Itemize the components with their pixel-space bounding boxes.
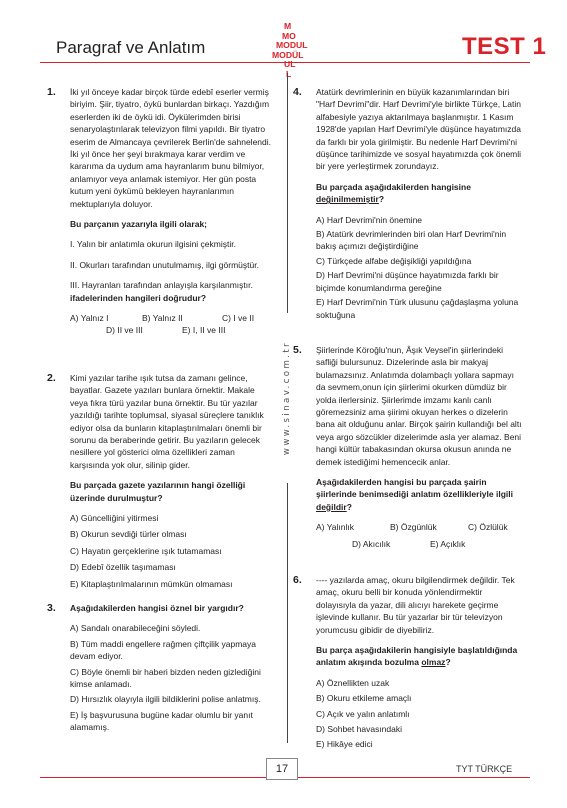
question-6 xyxy=(293,574,522,751)
prompt-mark: ? xyxy=(346,501,352,512)
option-e[interactable]: E) Açıklık xyxy=(430,538,466,549)
text-line: Bir tiyatro eserim de Almancaya çevrilerek Berlin'de sahnelendi. İki yıl önce her şeyi bırakmaya xyxy=(70,124,272,160)
option-d[interactable]: D) Sohbet havasındaki xyxy=(316,724,402,735)
logo-line: MO xyxy=(282,30,296,41)
option-c[interactable]: C) Böyle önemli bir haberi bizden neden gizlediğini kimse anlamadı. xyxy=(70,666,261,690)
option-d[interactable]: D) Akıcılık xyxy=(352,538,391,549)
logo-line: M xyxy=(284,21,292,31)
question-stem: Bu parçanın yazarıyla ilgili olarak; xyxy=(70,219,207,230)
option-d[interactable]: D) Hırsızlık olayıyla ilgili bildiklerini polise anlatmış. xyxy=(70,694,261,705)
logo-line: MODUL xyxy=(276,40,308,51)
question-text: Kimi yazılar tarihe ışık tutsa da zamanı gelince, bayatlar. Gazete yazıları bunlara örnektir. Makale veya fıkra türü yazılar buna örnektir. Bu tür yazılar yazıldığı tarihte toplumsal, siyasal süreçlere tanıklık ediyor olsa da bunların kitaplaştırılmaları önemli bir sorunu da beraberinde getirir. Bu yazıların gelecek nesillere yol gösterici olma özellikleri zaman karşısında yok olur, silinip gider. xyxy=(70,373,264,470)
option-b[interactable]: B) Okuru etkileme amaçlı xyxy=(316,693,412,704)
option-e[interactable]: E) Kitaplaştırılmalarının mümkün olmaması xyxy=(70,578,233,589)
question-prompt xyxy=(316,181,522,206)
option-e[interactable]: E) İş başvurusuna bugüne kadar olumlu bir yanıt alamamış. xyxy=(70,709,253,733)
option-c[interactable]: C) I ve II xyxy=(222,313,255,324)
question-2 xyxy=(47,372,272,590)
option-d[interactable]: D) II ve III xyxy=(106,325,143,336)
logo-line: MODÜL xyxy=(272,49,304,60)
question-text: Atatürk devrimlerinin en büyük kazanımlarından biri "Harf Devrimi"dir. Harf Devrimi'yle birlikte Türkçe, Latin alfabesiyle yazıya aktarılmaya başlanmıştır. 1 Kasım 1928'de yapılan Harf Devrimi'yle düşünce hayatımızda da farklı bir yola girilmiştir. Bu nedenle Harf Devrimi'ni düşünce tarihimizde ve sosyal hayatımızda çok önemli bir yere yerleştirmek zorundayız. xyxy=(316,87,522,172)
logo-line: L xyxy=(286,68,292,79)
text-line: karar verdim ve kararıma da uydum ama hayranlarım bunu bilmiyor, anlamıyor veya anlamak istemiyor. xyxy=(70,149,265,184)
test-label: TEST 1 xyxy=(462,33,547,60)
option-b[interactable]: B) Tüm maddi engellere rağmen çiftçilik yapmaya devam ediyor. xyxy=(70,638,256,662)
statement-2: II. Okurları tarafından unutulmamış, ilgi görmüştür. xyxy=(70,259,259,270)
option-a[interactable]: A) Yalnız I xyxy=(70,313,109,324)
option-b[interactable]: B) Okurun sevdiği türler olması xyxy=(70,529,187,540)
option-e[interactable]: E) Hikâye edici xyxy=(316,739,373,750)
question-text: ---- yazılarda amaç, okuru bilgilendirmek değildir. Tek amaç, okuru belli bir konuda yönlendirmektir dolayısıyla da yazar, dili alıcıyı harekete geçirme işlevinde kullanır. Bu tür yazarlar bir tür televizyon yorumcusu gibidir de diyebiliriz. xyxy=(316,575,515,635)
prompt-text: Bu parça aşağıdakilerin hangisiyle başlatıldığında anlatım akışında bozulma xyxy=(316,645,518,668)
prompt-mark: ? xyxy=(378,194,385,205)
question-prompt xyxy=(316,644,522,669)
logo-line: UL xyxy=(284,59,296,70)
question-prompt: ifadelerinden hangileri doğrudur? xyxy=(70,292,207,303)
text-line: Her gün posta kutum yeni öykümü bekleyen hayranlarımın mektuplarıyla doluyor. xyxy=(70,173,257,209)
question-1 xyxy=(47,86,272,337)
option-d[interactable]: D) Edebî özellik taşımaması xyxy=(70,562,176,573)
modul-logo xyxy=(272,22,312,80)
option-b[interactable]: B) Atatürk devrimlerinden biri olan Harf Devrimi'nin bakış açımızı değiştirdiğine xyxy=(316,229,507,252)
text-line: İki yıl önceye kadar birçok türde edebî eserler vermiş biriyim. Şiir, tiyatro, öykü bunlardan birkaçı. xyxy=(70,87,269,110)
prompt-emphasis: değildir xyxy=(316,501,347,512)
question-3 xyxy=(47,602,272,734)
question-5 xyxy=(293,344,522,550)
question-text: Şiirlerinde Köroğlu'nun, Âşık Veysel'in şiirlerindeki safliği bulursunuz. Dizelerinde asla bir makyaj bulamazsınız. Anlatımda dolambaçlı yollara sapmayı da sevmem,onun için şiirlerimi okurken dümdüz bir yolda ilerlersiniz. Şiirlerimde imzamı kanlı canlı göremezsiniz ama şiirimi okuyan herkes o dizelerin bana ait olduğunu anlar. Birçok şairin kullandığı bel altı veya argo sözcükler dizelerimde asla yer alamaz. Beni hangi kültür tabakasından okursa okusun anında ne demek istediğimi hemencecik anlar. xyxy=(316,345,522,467)
prompt-text: Bu parçada aşağıdakilerden hangisine xyxy=(316,181,471,192)
section-title: Paragraf ve Anlatım xyxy=(56,38,206,57)
question-number: 5. xyxy=(293,344,302,356)
prompt-emphasis: değinilmemiştir xyxy=(316,194,379,205)
option-a[interactable]: A) Öznellikten uzak xyxy=(316,677,390,688)
option-b[interactable]: B) Özgünlük xyxy=(390,522,437,533)
question-number: 3. xyxy=(47,602,56,614)
watermark-text: www.sinav.com.tr xyxy=(282,340,292,456)
option-a[interactable]: A) Güncelliğini yitirmesi xyxy=(70,513,159,524)
option-b[interactable]: B) Yalnız II xyxy=(142,313,183,324)
header-divider xyxy=(40,62,530,63)
question-prompt: Bu parçada gazete yazılarının hangi özelliği üzerinde durulmuştur? xyxy=(70,480,246,503)
option-a[interactable]: A) Sandalı onarabileceğini söyledi. xyxy=(70,623,201,634)
option-a[interactable]: A) Harf Devrimi'nin önemine xyxy=(316,214,423,225)
page-number: 17 xyxy=(266,758,298,780)
option-e[interactable]: E) Harf Devrimi'nin Türk ulusunu çağdaşlaşma yoluna soktuğuna xyxy=(316,297,519,320)
option-d[interactable]: D) Harf Devrimi'ni düşünce hayatımızda farklı bir biçimde konumlandırma gereğine xyxy=(316,270,499,293)
option-c[interactable]: C) Türkçede alfabe değişikliği yapıldığına xyxy=(316,255,472,266)
option-c[interactable]: C) Özlülük xyxy=(468,522,508,533)
question-number: 4. xyxy=(293,86,302,98)
question-prompt xyxy=(316,476,522,513)
question-number: 6. xyxy=(293,574,302,586)
question-number: 2. xyxy=(47,372,56,384)
question-prompt: Aşağıdakilerden hangisi öznel bir yargıdır? xyxy=(70,603,244,613)
option-c[interactable]: C) Açık ve yalın anlatımlı xyxy=(316,708,410,719)
statement-1: I. Yalın bir anlatımla okurun ilgisini çekmiştir. xyxy=(70,239,236,250)
subject-label: TYT TÜRKÇE xyxy=(456,764,513,774)
prompt-text: Aşağıdakilerden hangisi bu parçada şairin şiirlerinde benimsediği anlatım özellikleriyle ilgili xyxy=(316,477,513,500)
question-text xyxy=(70,86,272,210)
option-c[interactable]: C) Hayatın gerçeklerine ışık tutamaması xyxy=(70,545,222,556)
watermark xyxy=(273,313,301,483)
text-line: Yazdığım eserlerden iki de öykü idi. Öykülerimden birisi senaryolaştırılarak televizyon filmi yapıldı. xyxy=(70,99,270,135)
prompt-mark: ? xyxy=(445,657,451,668)
question-4 xyxy=(293,86,522,321)
option-e[interactable]: E) I, II ve III xyxy=(182,325,226,336)
question-number: 1. xyxy=(47,86,56,98)
prompt-emphasis: olmaz xyxy=(421,657,446,668)
option-a[interactable]: A) Yalınlık xyxy=(316,522,354,533)
statement-3: III. Hayranları tarafından anlayışla karşılanmıştır. xyxy=(70,280,253,291)
